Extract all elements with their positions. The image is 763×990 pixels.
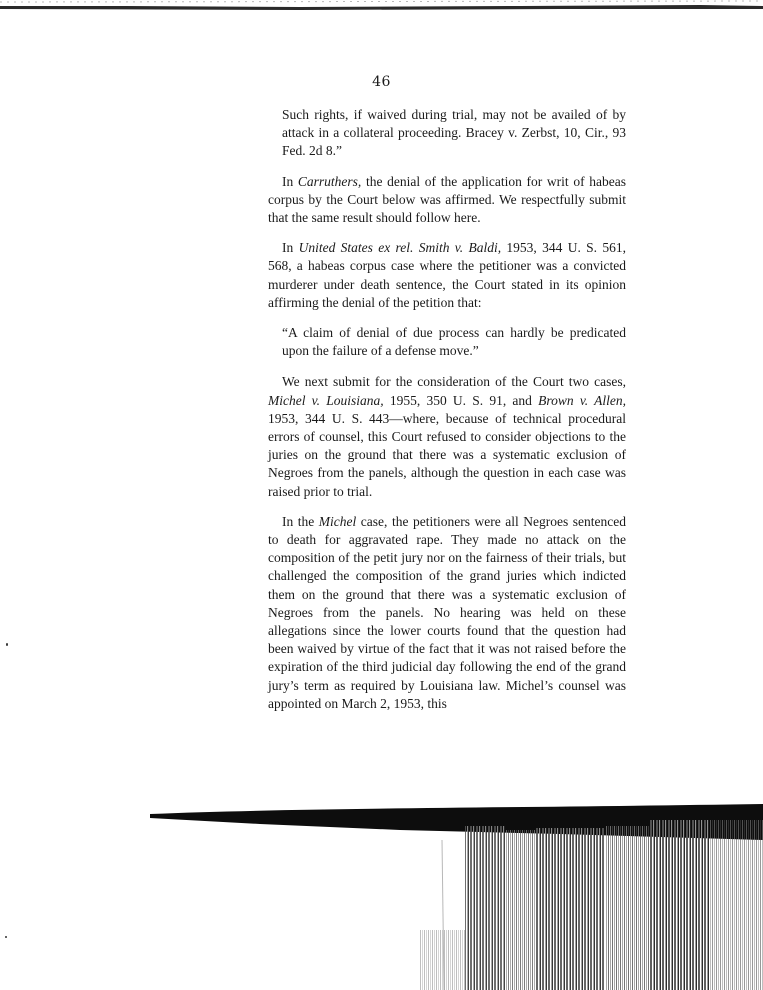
case-name: Carruthers,	[297, 173, 362, 189]
page-number: 46	[372, 74, 391, 90]
paragraph-carruthers: In Carruthers, the denial of the application for writ of habeas corpus by the Court below was affirmed. We respectfully submit that the same result should follow here.	[268, 173, 626, 226]
block-quote: “A claim of denial of due process can hardly be predicated upon the failure of a defense move.”	[282, 325, 626, 359]
paragraph-michel-brown: We next submit for the consideration of the Court two cases, Michel v. Louisiana, 1955, 350 U. S. 91, and Brown v. Allen, 1953, 344 U. S. 443—where, because of technical procedural errors of counsel, this Court refused to consider objections to the juries on the ground that there was a systematic exclusion of Negroes from the panels, although the question in each case was raised prior to trial.	[268, 374, 627, 499]
case-name: Michel	[318, 513, 357, 529]
case-name: Brown v. Allen,	[538, 392, 627, 408]
paragraph-michel-case: In the Michel case, the petitioners were all Negroes sentenced to death for aggravated rape. They made no attack on the composition of the petit jury nor on the fairness of their trials, but challenged the composition of the grand juries which indicted them on the ground that there was a systematic exclusion of Negroes from the panels. No hearing was held on these allegations since the lower courts found that the question had been waived by virtue of the fact that it was not raised before the expiration of the third judicial day following the end of the grand jury’s term as required by Louisiana law. Michel’s counsel was appointed on March 2, 1953, this	[268, 513, 626, 711]
case-name: United States ex rel. Smith v. Baldi,	[298, 240, 502, 256]
body-text	[268, 106, 626, 719]
scan-speck	[6, 643, 8, 646]
scan-bottom-artifact	[0, 800, 763, 990]
paragraph-quote-continuation: Such rights, if waived during trial, may not be availed of by attack in a collateral proceeding. Bracey v. Zerbst, 10, Cir., 93 Fed. 2d 8.”	[282, 107, 626, 159]
scan-top-edge	[0, 0, 763, 14]
case-name: Michel v. Louisiana,	[268, 392, 384, 408]
paragraph-smith-v-baldi: In United States ex rel. Smith v. Baldi, 1953, 344 U. S. 561, 568, a habeas corpus case where the petitioner was a convicted murderer under death sentence, the Court stated in its opinion affirming the denial of the petition that:	[268, 240, 626, 310]
